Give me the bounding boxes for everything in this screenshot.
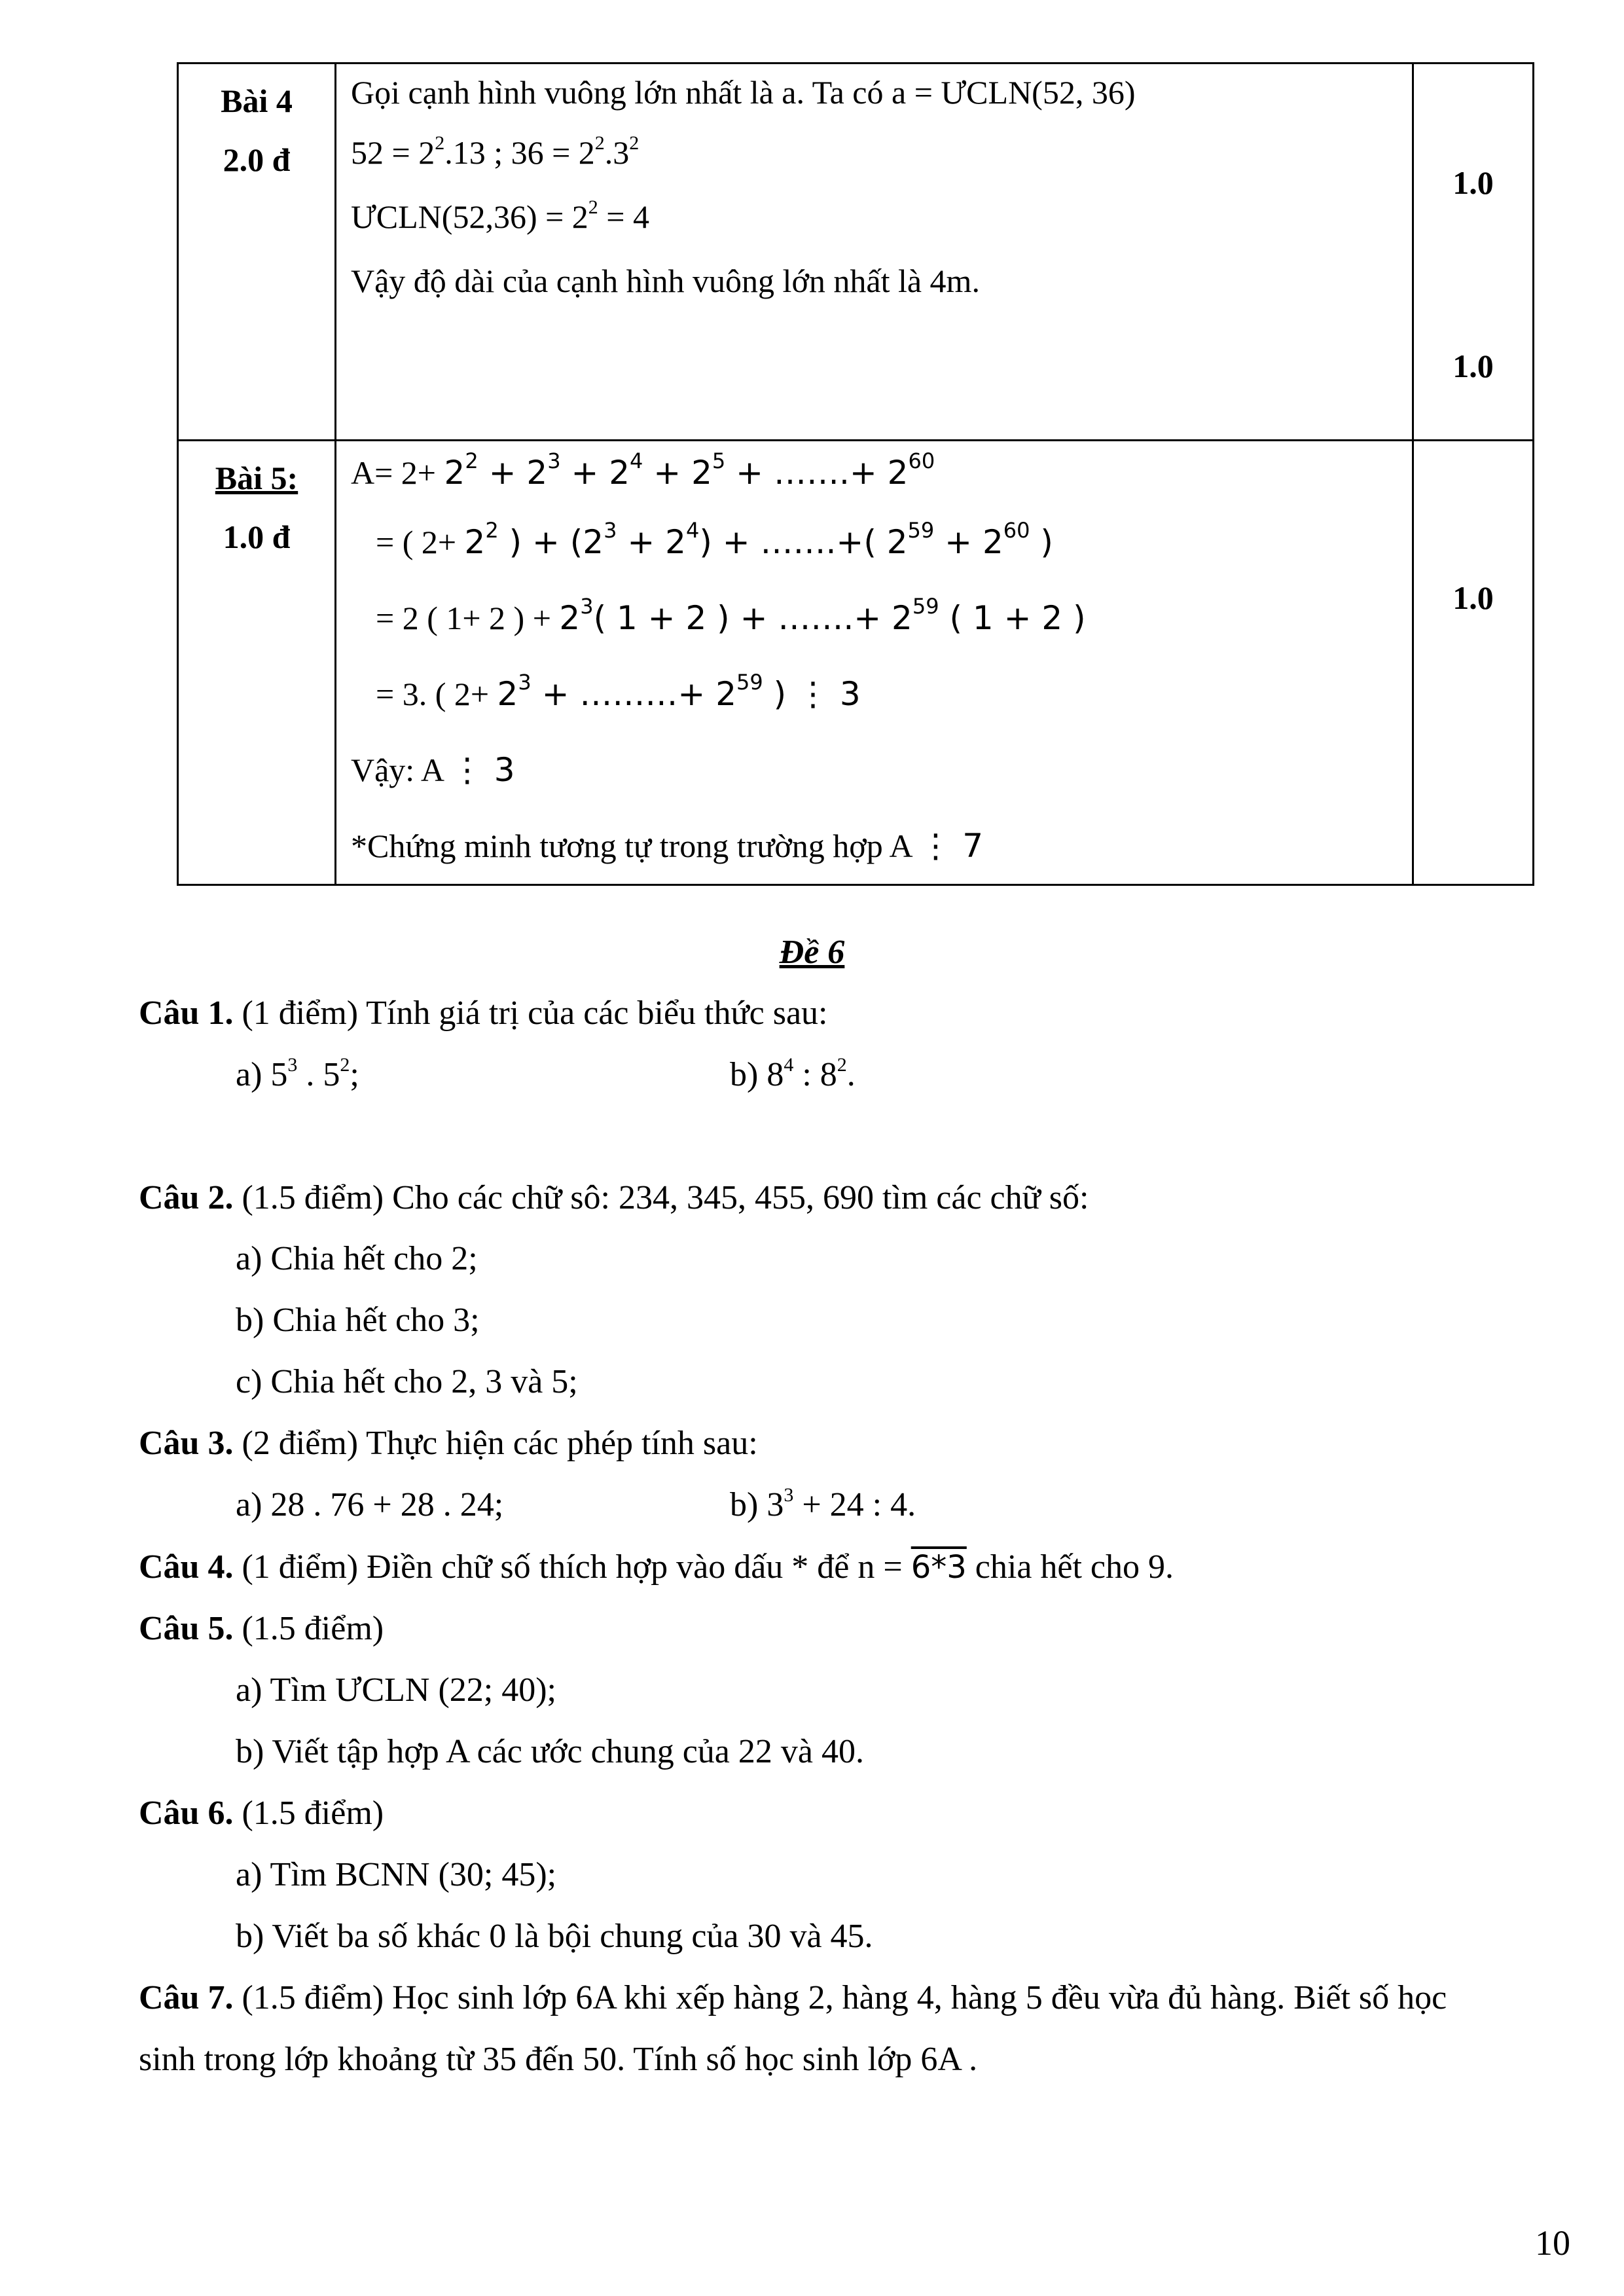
- answer-table: [177, 62, 1534, 886]
- question-3-a: a) 28 . 76 + 28 . 24;: [236, 1486, 504, 1523]
- bai5-score-cell: [1413, 441, 1534, 885]
- bai5-points: 1.0 đ: [223, 519, 291, 555]
- bai5-line-4: = 3. ( $2+ 2^3$ + ………+ $2^{59}$ ) ⋮ 3: [376, 670, 861, 713]
- question-3: Câu 3. (2 điểm) Thực hiện các phép tính sau:: [139, 1425, 758, 1462]
- question-3-b: b) $3^3 + 24$ : 4.: [730, 1484, 916, 1523]
- question-5-b: b) Viết tập hợp A các ước chung của 22 và 40.: [236, 1733, 864, 1770]
- bai4-line-2: $52 = 2^2.13$ ; $36 = 2^2.3^2$: [351, 132, 640, 171]
- bai4-score-1: 1.0: [1453, 164, 1494, 201]
- number-overline: 6*3: [911, 1549, 967, 1586]
- question-7-cont: sinh trong lớp khoảng từ 35 đến 50. Tính số học sinh lớp 6A .: [139, 2041, 978, 2078]
- question-2-b: b) Chia hết cho 3;: [236, 1302, 480, 1339]
- bai5-line-5: Vậy: A ⋮ 3: [351, 751, 515, 789]
- question-5-a: a) Tìm ƯCLN (22; 40);: [236, 1671, 556, 1709]
- exam-title: Đề 6: [779, 934, 845, 971]
- bai4-line-3: ƯCLN(52,36) = $2^2 = 4$: [351, 196, 649, 235]
- bai4-line-4: Vậy độ dài của cạnh hình vuông lớn nhất là 4m.: [351, 263, 980, 299]
- question-2: Câu 2. (1.5 điểm) Cho các chữ sô: 234, 345, 455, 690 tìm các chữ số:: [139, 1179, 1089, 1216]
- bai4-score-2: 1.0: [1453, 348, 1494, 384]
- question-1-a: a) $5^3$ . $5^2$;: [236, 1054, 359, 1093]
- question-2-a: a) Chia hết cho 2;: [236, 1240, 478, 1277]
- question-4: Câu 4. (1 điểm) Điền chữ số thích hợp vào dấu * để n = 6*3 chia hết cho 9.: [139, 1548, 1174, 1586]
- question-1: Câu 1. (1 điểm) Tính giá trị của các biểu thức sau:: [139, 994, 828, 1032]
- bai4-line-1: Gọi cạnh hình vuông lớn nhất là a. Ta có a = ƯCLN(52, 36): [351, 74, 1136, 111]
- bai5-label-cell: [178, 441, 336, 885]
- bai4-score-cell: [1413, 64, 1534, 441]
- table-row-bai5: [178, 441, 1534, 885]
- question-6-a: a) Tìm BCNN (30; 45);: [236, 1856, 557, 1893]
- page-number: 10: [1535, 2223, 1570, 2263]
- bai5-label: Bài 5:: [215, 460, 298, 496]
- bai5-line-3: = 2 ( 1+ 2 ) + $2^3$( 1 + 2 ) + …….+ $2^{59}$ ( 1 + 2 ): [376, 594, 1086, 637]
- bai4-content-cell: [336, 64, 1413, 441]
- question-7: Câu 7. (1.5 điểm) Học sinh lớp 6A khi xếp hàng 2, hàng 4, hàng 5 đều vừa đủ hàng. Biết số học: [139, 1979, 1447, 2016]
- bai5-line-1: $A= 2+ 2^2 + 2^3 + 2^4 + 2^5$ + …….+ $2^{60}$: [351, 448, 935, 492]
- bai5-content-cell: [336, 441, 1413, 885]
- bai4-label: Bài 4: [221, 82, 293, 119]
- question-1-b: b) $8^4$ : $8^2$.: [730, 1054, 856, 1093]
- bai5-line-2: = ( $2+ 2^2$ ) + $(2^3 + 2^4)$ + …….+( $2^{59} + 2^{60}$ ): [376, 518, 1053, 561]
- bai5-line-6: *Chứng minh tương tự trong trường hợp A ⋮ 7: [351, 827, 984, 865]
- bai5-score: 1.0: [1453, 579, 1494, 616]
- question-5: Câu 5. (1.5 điểm): [139, 1610, 384, 1647]
- question-6-b: b) Viết ba số khác 0 là bội chung của 30 và 45.: [236, 1918, 873, 1955]
- bai4-points: 2.0 đ: [223, 141, 291, 178]
- bai4-label-cell: [178, 64, 336, 441]
- question-2-c: c) Chia hết cho 2, 3 và 5;: [236, 1363, 578, 1400]
- question-6: Câu 6. (1.5 điểm): [139, 1795, 384, 1832]
- table-row-bai4: [178, 64, 1534, 441]
